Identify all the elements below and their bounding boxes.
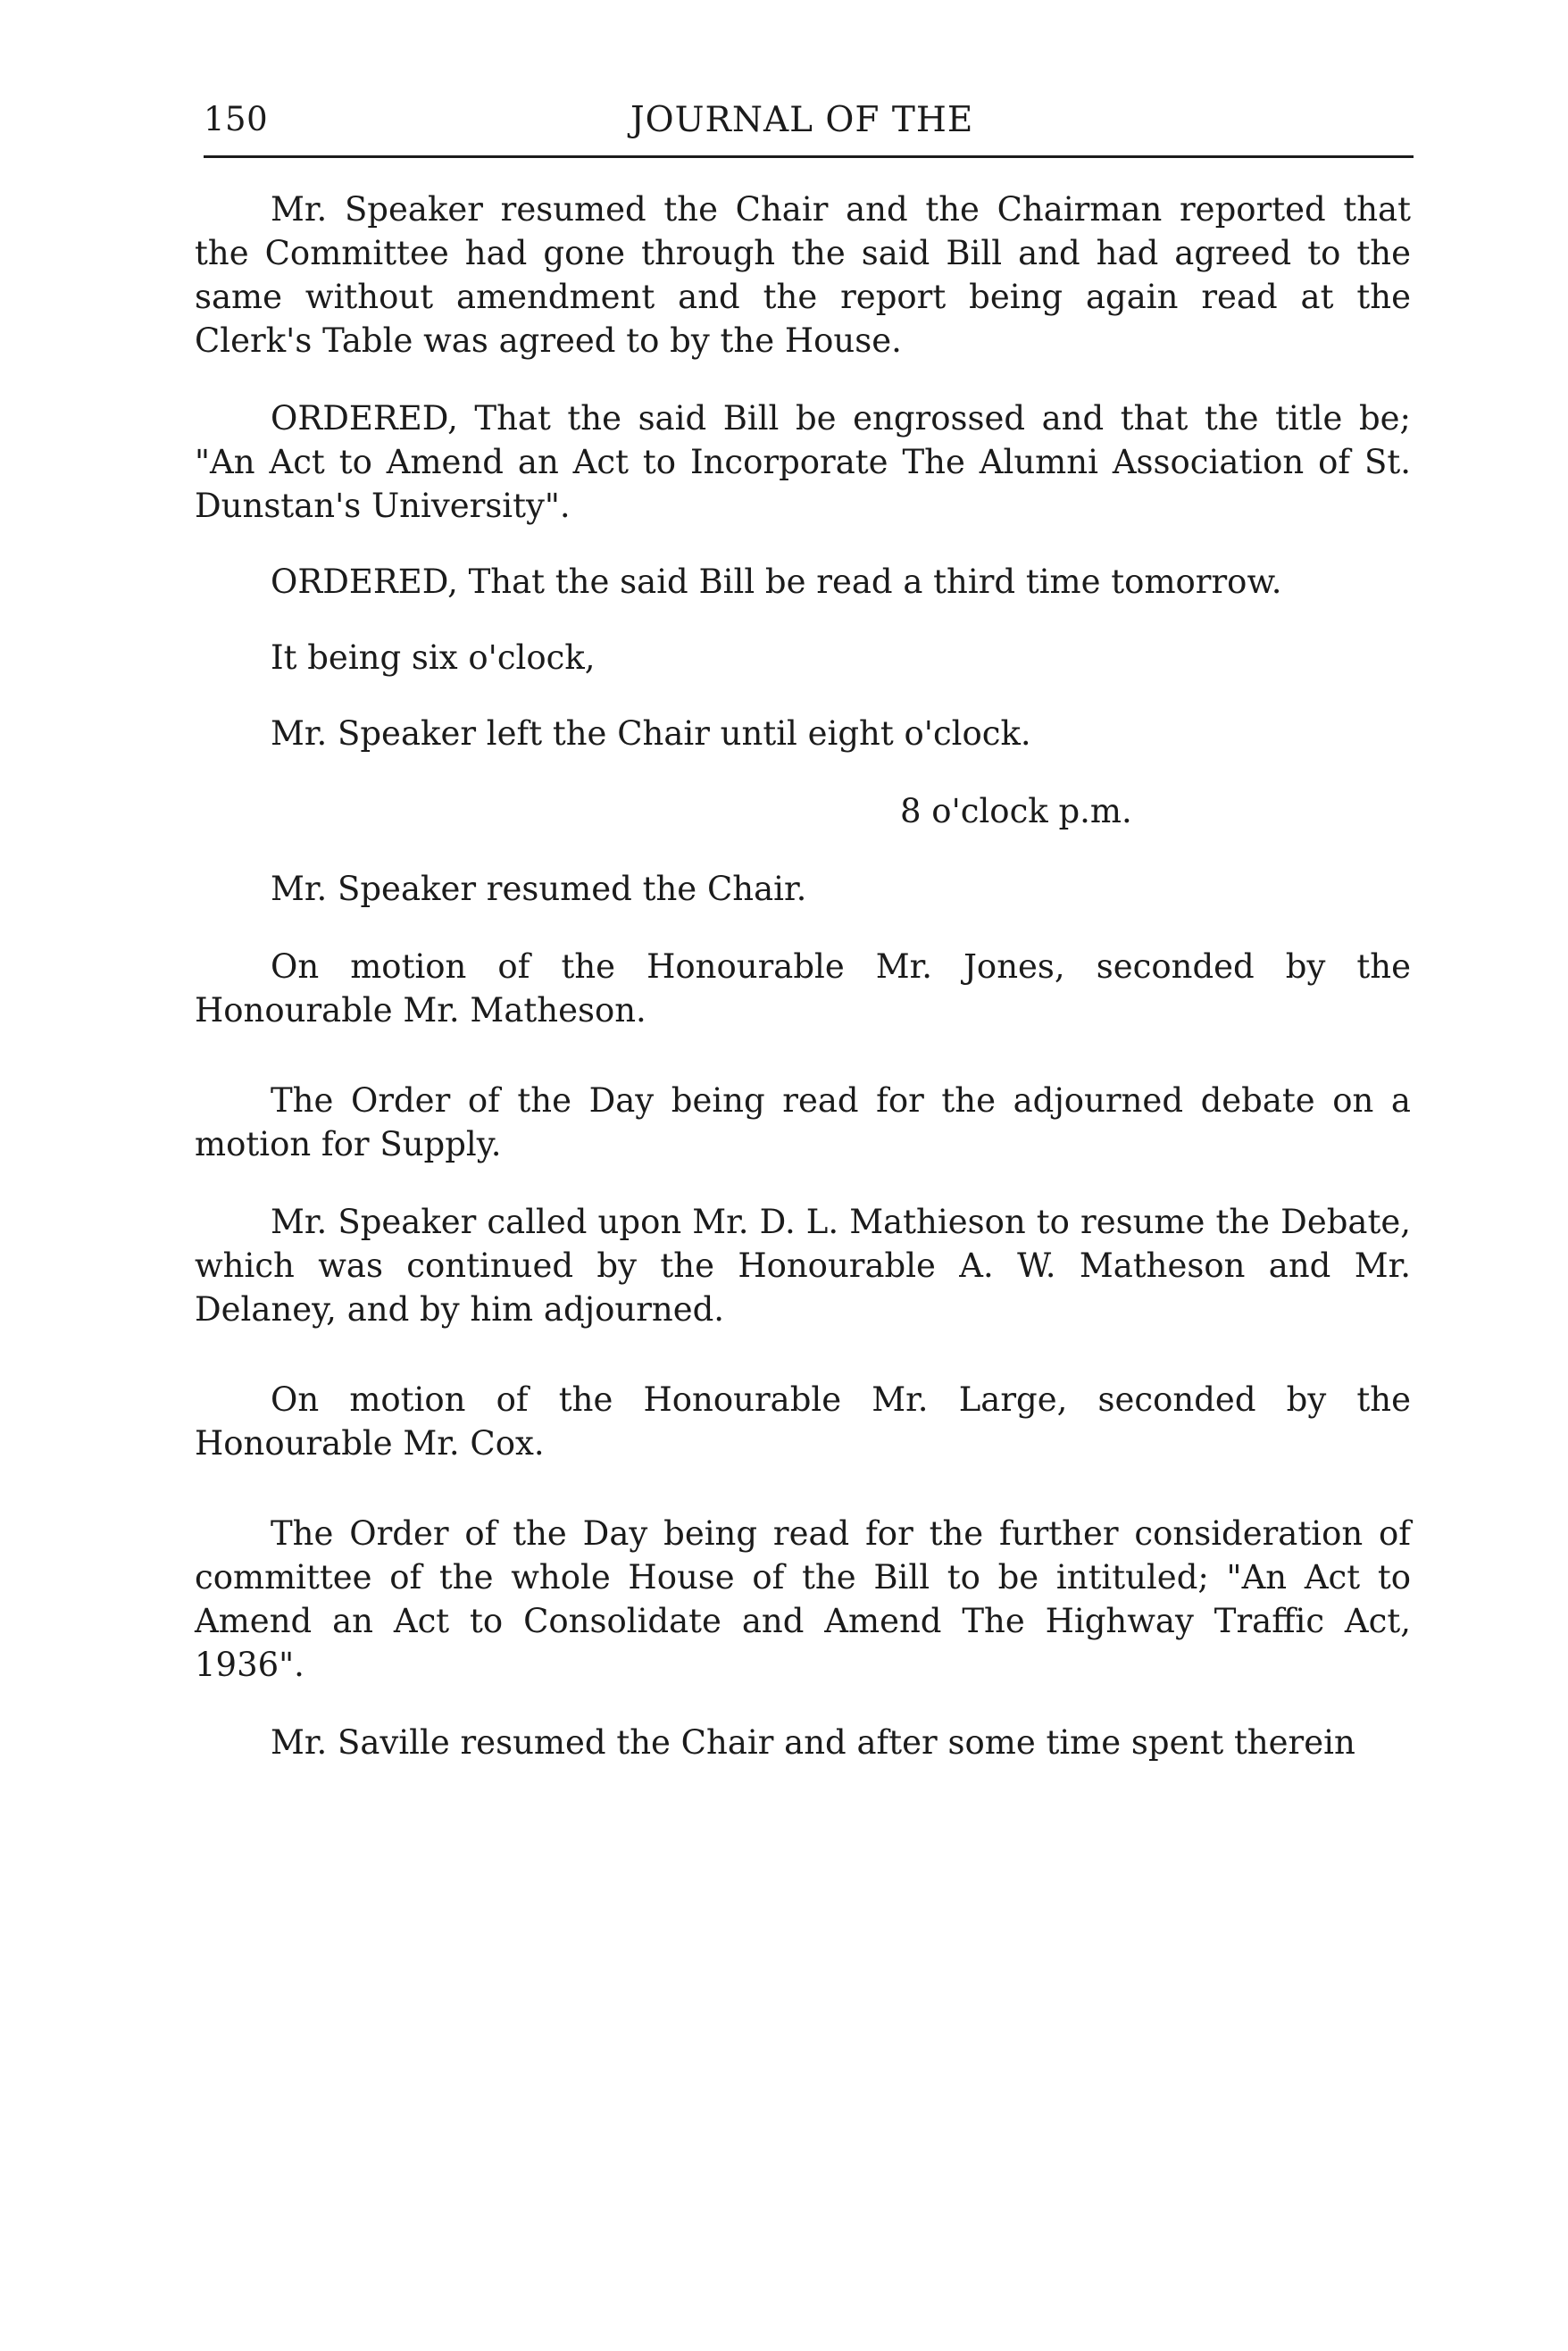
- paragraph-order-supply: The Order of the Day being read for the adjourned debate on a motion for Supply.: [195, 1081, 1411, 1163]
- paragraph-speaker-resumed: Mr. Speaker resumed the Chair.: [271, 870, 807, 908]
- evening-timestamp: 8 o'clock p.m.: [900, 792, 1132, 830]
- page-header: [204, 96, 1414, 158]
- paragraph-order-third-reading: ORDERED, That the said Bill be read a third time tomorrow.: [271, 563, 1282, 601]
- paragraph-order-engrossed: ORDERED, That the said Bill be engrossed and that the title be; "An Act to Amend an Act to Incorporate The Alumni Association of St. Dunstan's University".: [195, 399, 1411, 525]
- paragraph-debate-resumed: Mr. Speaker called upon Mr. D. L. Mathieson to resume the Debate, which was continued by the Honourable A. W. Matheson and Mr. Delaney, and by him adjourned.: [195, 1203, 1411, 1329]
- paragraph-motion-large: On motion of the Honourable Mr. Large, seconded by the Honourable Mr. Cox.: [195, 1380, 1411, 1463]
- paragraph-six-oclock: It being six o'clock,: [271, 638, 596, 677]
- running-title: JOURNAL OF THE: [630, 100, 974, 140]
- paragraph-speaker-left: Mr. Speaker left the Chair until eight o'clock.: [271, 714, 1031, 753]
- journal-body: [195, 188, 1411, 1764]
- paragraph-order-highway-bill: The Order of the Day being read for the further consideration of committee of the whole House of the Bill to be intituled; "An Act to Amend an Act to Consolidate and Amend The Highway Traffic Act, 1936".: [195, 1514, 1411, 1684]
- paragraph-motion-jones: On motion of the Honourable Mr. Jones, seconded by the Honourable Mr. Matheson.: [195, 947, 1411, 1030]
- paragraph-saville-chair: Mr. Saville resumed the Chair and after some time spent therein: [271, 1723, 1355, 1762]
- page-number: 150: [204, 100, 269, 138]
- paragraph-committee-report: Mr. Speaker resumed the Chair and the Chairman reported that the Committee had gone through the said Bill and had agreed to the same without amendment and the report being again read at the Clerk's Table was agreed to by the House.: [195, 190, 1411, 360]
